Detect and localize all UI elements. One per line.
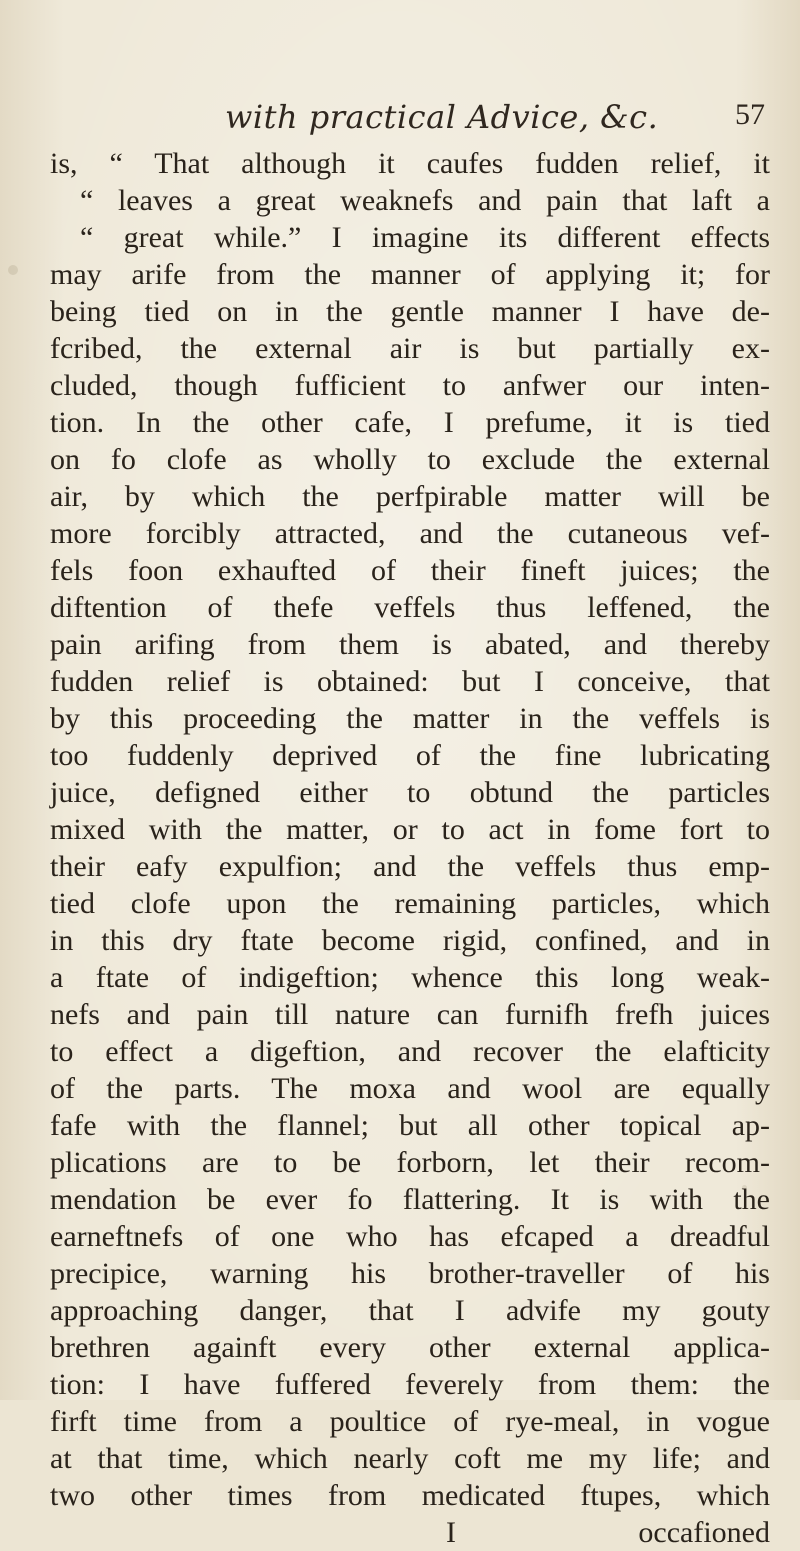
text-line: earneftnefs of one who has efcaped a dreadful (50, 1220, 770, 1253)
text-line: fels foon exhaufted of their fineft juices; the (50, 554, 770, 587)
text-line: fafe with the flannel; but all other topical ap- (50, 1109, 770, 1142)
text-line: approaching danger, that I advife my gouty (50, 1294, 770, 1327)
text-line: cluded, though fufficient to anfwer our inten- (50, 369, 770, 402)
body-text (50, 145, 770, 1551)
text-line: their eafy expulfion; and the veffels thus emp- (50, 850, 770, 883)
text-line: a ftate of indigeftion; whence this long weak- (50, 961, 770, 994)
text-line: precipice, warning his brother-traveller of his (50, 1257, 770, 1290)
text-line: at that time, which nearly coft me my life; and (50, 1442, 770, 1475)
text-line: of the parts. The moxa and wool are equally (50, 1072, 770, 1105)
running-title: with practical Advice, &c. (225, 98, 659, 136)
signature-mark: I (446, 1516, 456, 1549)
text-line: is, “ That although it caufes fudden relief, it (50, 147, 770, 180)
text-line: on fo clofe as wholly to exclude the external (50, 443, 770, 476)
text-line: too fuddenly deprived of the fine lubricating (50, 739, 770, 772)
text-line: two other times from medicated ftupes, which (50, 1479, 770, 1512)
text-line: diftention of thefe veffels thus leffened, the (50, 591, 770, 624)
text-line: tion. In the other cafe, I prefume, it is tied (50, 406, 770, 439)
page-header (100, 98, 765, 142)
catchword: occafioned (638, 1516, 770, 1549)
text-line: may arife from the manner of applying it; for (50, 258, 770, 291)
text-line: in this dry ftate become rigid, confined, and in (50, 924, 770, 957)
footer-line (50, 1514, 770, 1551)
text-line: “ great while.” I imagine its different effects (80, 221, 770, 254)
text-line: more forcibly attracted, and the cutaneous vef- (50, 517, 770, 550)
text-line: brethren againft every other external applica- (50, 1331, 770, 1364)
page-number: 57 (735, 98, 765, 131)
text-line: plications are to be forborn, let their recom- (50, 1146, 770, 1179)
text-line: “ leaves a great weaknefs and pain that laft a (80, 184, 770, 217)
text-line: fudden relief is obtained: but I conceive, that (50, 665, 770, 698)
text-line: fcribed, the external air is but partially ex- (50, 332, 770, 365)
text-line: mendation be ever fo flattering. It is with the (50, 1183, 770, 1216)
text-line: juice, defigned either to obtund the particles (50, 776, 770, 809)
text-line: to effect a digeftion, and recover the elafticity (50, 1035, 770, 1068)
text-line: mixed with the matter, or to act in fome fort to (50, 813, 770, 846)
text-line: by this proceeding the matter in the veffels is (50, 702, 770, 735)
text-line: air, by which the perfpirable matter will be (50, 480, 770, 513)
text-line: tion: I have fuffered feverely from them: the (50, 1368, 770, 1401)
text-line: nefs and pain till nature can furnifh frefh juices (50, 998, 770, 1031)
paper-stain (8, 265, 18, 275)
text-line: being tied on in the gentle manner I have de- (50, 295, 770, 328)
text-line: pain arifing from them is abated, and thereby (50, 628, 770, 661)
text-line: tied clofe upon the remaining particles, which (50, 887, 770, 920)
text-line: firft time from a poultice of rye-meal, in vogue (50, 1405, 770, 1438)
